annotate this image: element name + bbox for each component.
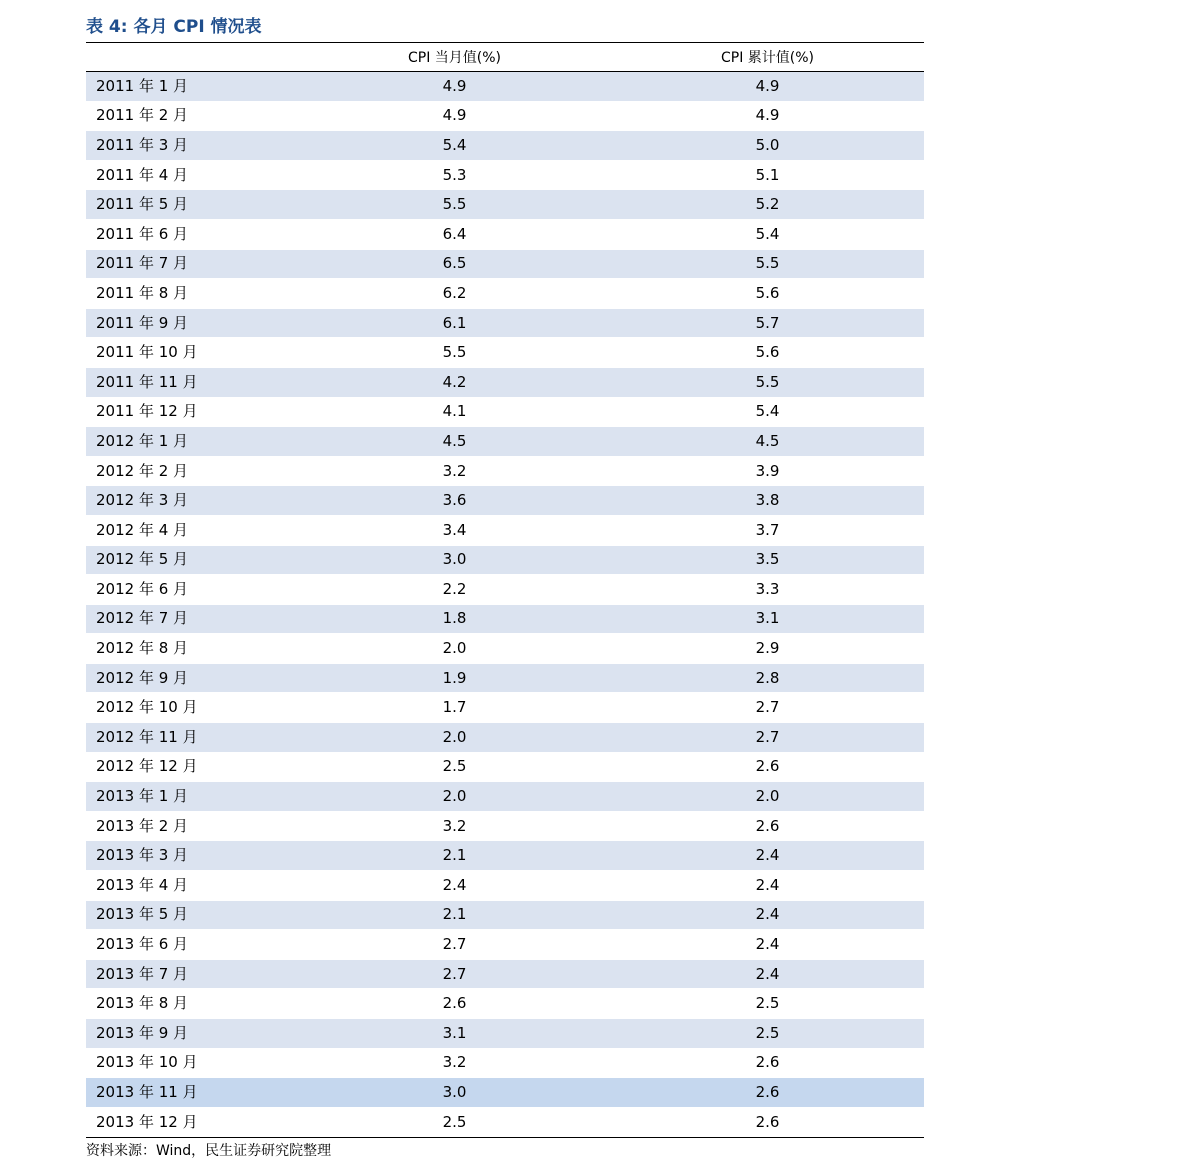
table-row — [86, 1107, 924, 1137]
cell-month: 2011 年 8 月 — [86, 279, 298, 309]
table-row — [86, 427, 924, 457]
cell-cumulative-cpi: 5.5 — [611, 367, 924, 397]
cell-monthly-cpi: 2.6 — [298, 989, 611, 1019]
cell-cumulative-cpi: 5.1 — [611, 160, 924, 190]
table-row — [86, 871, 924, 901]
table-row — [86, 723, 924, 753]
cell-monthly-cpi: 3.4 — [298, 515, 611, 545]
table-row — [86, 1048, 924, 1078]
table-row — [86, 930, 924, 960]
cell-cumulative-cpi: 3.7 — [611, 515, 924, 545]
cell-month: 2011 年 10 月 — [86, 338, 298, 368]
cell-monthly-cpi: 4.9 — [298, 72, 611, 102]
table-row — [86, 752, 924, 782]
table-row — [86, 575, 924, 605]
cell-cumulative-cpi: 4.9 — [611, 72, 924, 102]
cell-cumulative-cpi: 5.4 — [611, 219, 924, 249]
table-row — [86, 131, 924, 161]
header-cumulative-cpi: CPI 累计值(%) — [611, 43, 924, 72]
cell-monthly-cpi: 4.9 — [298, 101, 611, 131]
cell-month: 2011 年 2 月 — [86, 101, 298, 131]
cell-month: 2011 年 12 月 — [86, 397, 298, 427]
cell-cumulative-cpi: 2.6 — [611, 1048, 924, 1078]
cell-monthly-cpi: 2.5 — [298, 1107, 611, 1137]
cell-cumulative-cpi: 3.9 — [611, 456, 924, 486]
cell-month: 2013 年 7 月 — [86, 959, 298, 989]
cell-cumulative-cpi: 3.3 — [611, 575, 924, 605]
table-row — [86, 634, 924, 664]
table-row — [86, 782, 924, 812]
cell-monthly-cpi: 6.5 — [298, 249, 611, 279]
cell-month: 2013 年 5 月 — [86, 900, 298, 930]
cell-cumulative-cpi: 2.5 — [611, 989, 924, 1019]
cell-month: 2011 年 1 月 — [86, 72, 298, 102]
cell-monthly-cpi: 5.5 — [298, 190, 611, 220]
table-row — [86, 397, 924, 427]
cell-month: 2013 年 3 月 — [86, 841, 298, 871]
cell-cumulative-cpi: 2.4 — [611, 900, 924, 930]
cell-cumulative-cpi: 3.8 — [611, 486, 924, 516]
cell-month: 2013 年 6 月 — [86, 930, 298, 960]
cell-cumulative-cpi: 4.9 — [611, 101, 924, 131]
cell-month: 2013 年 12 月 — [86, 1107, 298, 1137]
cell-month: 2012 年 1 月 — [86, 427, 298, 457]
cell-monthly-cpi: 1.8 — [298, 604, 611, 634]
table-row — [86, 308, 924, 338]
cell-cumulative-cpi: 5.2 — [611, 190, 924, 220]
table-row — [86, 279, 924, 309]
cell-month: 2012 年 9 月 — [86, 663, 298, 693]
cell-cumulative-cpi: 5.5 — [611, 249, 924, 279]
cell-cumulative-cpi: 2.4 — [611, 959, 924, 989]
cell-cumulative-cpi: 2.6 — [611, 752, 924, 782]
cell-cumulative-cpi: 2.4 — [611, 930, 924, 960]
cell-cumulative-cpi: 2.7 — [611, 693, 924, 723]
cell-monthly-cpi: 4.5 — [298, 427, 611, 457]
table-row — [86, 101, 924, 131]
bottom-rule — [86, 1137, 924, 1138]
cell-monthly-cpi: 6.1 — [298, 308, 611, 338]
cell-month: 2013 年 11 月 — [86, 1078, 298, 1108]
cell-monthly-cpi: 4.2 — [298, 367, 611, 397]
cell-monthly-cpi: 4.1 — [298, 397, 611, 427]
table-row — [86, 693, 924, 723]
cell-cumulative-cpi: 2.6 — [611, 1078, 924, 1108]
table-row — [86, 486, 924, 516]
document — [86, 14, 924, 1161]
table-header — [86, 43, 924, 72]
cell-monthly-cpi: 2.0 — [298, 782, 611, 812]
cpi-table — [86, 43, 924, 1137]
cell-month: 2011 年 6 月 — [86, 219, 298, 249]
cell-monthly-cpi: 6.2 — [298, 279, 611, 309]
cell-cumulative-cpi: 2.4 — [611, 871, 924, 901]
cell-month: 2013 年 8 月 — [86, 989, 298, 1019]
cell-month: 2012 年 12 月 — [86, 752, 298, 782]
table-row — [86, 338, 924, 368]
cell-monthly-cpi: 1.9 — [298, 663, 611, 693]
table-row — [86, 456, 924, 486]
cell-monthly-cpi: 3.1 — [298, 1019, 611, 1049]
table-row — [86, 249, 924, 279]
table-row — [86, 1078, 924, 1108]
cell-monthly-cpi: 2.7 — [298, 930, 611, 960]
cell-monthly-cpi: 2.1 — [298, 841, 611, 871]
header-row — [86, 43, 924, 72]
table-row — [86, 545, 924, 575]
cell-monthly-cpi: 1.7 — [298, 693, 611, 723]
cell-cumulative-cpi: 2.7 — [611, 723, 924, 753]
cell-month: 2012 年 11 月 — [86, 723, 298, 753]
cell-monthly-cpi: 2.0 — [298, 723, 611, 753]
cell-cumulative-cpi: 2.0 — [611, 782, 924, 812]
cell-month: 2013 年 4 月 — [86, 871, 298, 901]
table-row — [86, 219, 924, 249]
cell-cumulative-cpi: 2.9 — [611, 634, 924, 664]
cell-monthly-cpi: 5.3 — [298, 160, 611, 190]
table-row — [86, 959, 924, 989]
table-row — [86, 604, 924, 634]
table-row — [86, 811, 924, 841]
cell-monthly-cpi: 2.5 — [298, 752, 611, 782]
cell-month: 2011 年 3 月 — [86, 131, 298, 161]
cell-month: 2012 年 4 月 — [86, 515, 298, 545]
cell-cumulative-cpi: 5.7 — [611, 308, 924, 338]
cell-month: 2013 年 10 月 — [86, 1048, 298, 1078]
cell-cumulative-cpi: 5.6 — [611, 279, 924, 309]
cell-cumulative-cpi: 2.8 — [611, 663, 924, 693]
cell-cumulative-cpi: 5.4 — [611, 397, 924, 427]
cell-month: 2013 年 2 月 — [86, 811, 298, 841]
cell-month: 2011 年 7 月 — [86, 249, 298, 279]
cell-cumulative-cpi: 5.6 — [611, 338, 924, 368]
header-monthly-cpi: CPI 当月值(%) — [298, 43, 611, 72]
cell-month: 2012 年 7 月 — [86, 604, 298, 634]
table-row — [86, 663, 924, 693]
cell-month: 2012 年 5 月 — [86, 545, 298, 575]
cell-cumulative-cpi: 2.5 — [611, 1019, 924, 1049]
cell-monthly-cpi: 6.4 — [298, 219, 611, 249]
table-row — [86, 72, 924, 102]
table-row — [86, 367, 924, 397]
table-title: 表 4: 各月 CPI 情况表 — [86, 17, 262, 37]
cell-month: 2011 年 11 月 — [86, 367, 298, 397]
cell-month: 2013 年 9 月 — [86, 1019, 298, 1049]
table-row — [86, 160, 924, 190]
cell-monthly-cpi: 2.1 — [298, 900, 611, 930]
cell-cumulative-cpi: 2.6 — [611, 1107, 924, 1137]
cell-month: 2012 年 2 月 — [86, 456, 298, 486]
cell-monthly-cpi: 2.0 — [298, 634, 611, 664]
cell-cumulative-cpi: 5.0 — [611, 131, 924, 161]
cell-cumulative-cpi: 4.5 — [611, 427, 924, 457]
header-month — [86, 43, 298, 72]
cell-monthly-cpi: 3.0 — [298, 545, 611, 575]
cell-cumulative-cpi: 2.6 — [611, 811, 924, 841]
cell-monthly-cpi: 2.2 — [298, 575, 611, 605]
cell-month: 2011 年 5 月 — [86, 190, 298, 220]
cell-cumulative-cpi: 3.5 — [611, 545, 924, 575]
cell-monthly-cpi: 2.4 — [298, 871, 611, 901]
cell-monthly-cpi: 2.7 — [298, 959, 611, 989]
cell-month: 2012 年 6 月 — [86, 575, 298, 605]
cell-monthly-cpi: 3.0 — [298, 1078, 611, 1108]
cell-month: 2011 年 4 月 — [86, 160, 298, 190]
cell-cumulative-cpi: 3.1 — [611, 604, 924, 634]
table-row — [86, 989, 924, 1019]
cell-monthly-cpi: 5.5 — [298, 338, 611, 368]
table-body — [86, 72, 924, 1137]
cell-monthly-cpi: 3.2 — [298, 456, 611, 486]
cell-monthly-cpi: 3.2 — [298, 811, 611, 841]
cell-month: 2012 年 8 月 — [86, 634, 298, 664]
table-row — [86, 1019, 924, 1049]
cell-month: 2011 年 9 月 — [86, 308, 298, 338]
cell-monthly-cpi: 3.2 — [298, 1048, 611, 1078]
table-row — [86, 900, 924, 930]
cell-month: 2013 年 1 月 — [86, 782, 298, 812]
cell-month: 2012 年 10 月 — [86, 693, 298, 723]
source-note: 资料来源：Wind，民生证券研究院整理 — [86, 1143, 332, 1160]
cell-monthly-cpi: 5.4 — [298, 131, 611, 161]
cell-month: 2012 年 3 月 — [86, 486, 298, 516]
table-row — [86, 515, 924, 545]
cell-monthly-cpi: 3.6 — [298, 486, 611, 516]
table-row — [86, 190, 924, 220]
table-row — [86, 841, 924, 871]
cell-cumulative-cpi: 2.4 — [611, 841, 924, 871]
